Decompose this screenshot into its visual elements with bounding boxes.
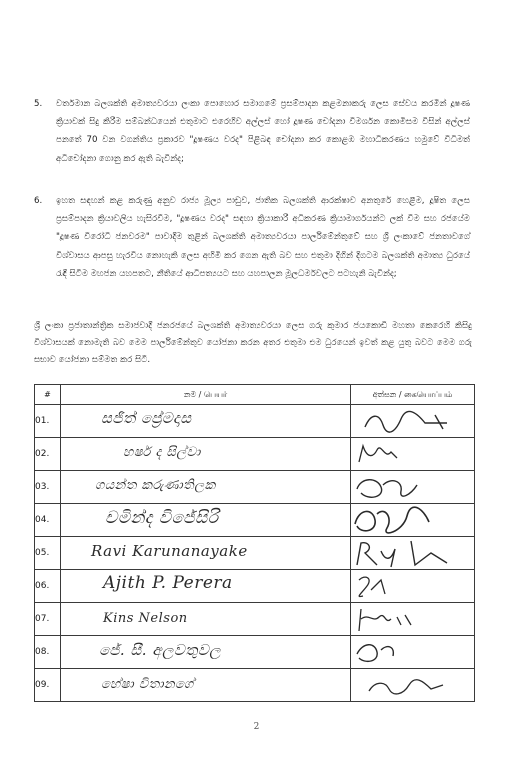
signature-cell	[351, 438, 475, 471]
clause-number: 6.	[34, 196, 43, 206]
clause-text: වර්තමාන බලශක්ති අමාත්‍යවරයා ලංකා පොහොර සමාගමේ ප්‍රසම්පාදන කළමනාකරු ලෙස සේවය කරමින් දූෂණ ක්‍රියාවක් සිදු කිරීම සම්බන්ධයෙන් එතුමාට එරෙහිව අල්ලස් හෝ දූෂණ චෝදනා විමර්ශන කොමිසම විසින් අල්ලස් පනතේ 70 වන වගන්තිය ප්‍රකාරව "දූෂණය වරද" පිළිබඳ චෝදනා කර කොළඹ මහාධිකරණය හමුවේ විධිමත් අධිචෝදනා ගොනු කර ඇති බැවින්ද;	[56, 99, 470, 164]
signature-scribble	[351, 504, 475, 536]
signature-scribble	[351, 438, 475, 470]
header-number: #	[35, 385, 61, 405]
handwritten-name: Ajith P. Perera	[103, 573, 233, 593]
handwritten-name: හේෂා විතානගේ	[101, 677, 194, 692]
signature-cell	[351, 504, 475, 537]
signature-cell	[351, 570, 475, 603]
signature-cell	[351, 603, 475, 636]
signature-cell	[351, 669, 475, 702]
clause-text: ඉහත සඳහන් කළ කරුණු අනුව රාජ්‍ය මූල්‍ය පාඩුව, ජාතික බලශක්ති ආරක්ෂාව අනතුරේ හෙළීම, දූෂිත ලෙස ප්‍රසම්පාදන ක්‍රියාවලිය හැසිරවීම, "දූෂණය වරද" සඳහා ක්‍රියාකාරී අධිකරණ ක්‍රියාමාර්ගයන්ට ලක් වීම සහ රජයේම "දූෂණ විරෝධී ජනවරම" පාවාදීම තුළින් බලශක්ති අමාත්‍යවරයා පාර්ලිමේන්තුවේ සහ ශ්‍රී ලංකාවේ ජනතාවගේ විශ්වාසය ආපසු හැරවිය නොහැකි ලෙස අහිමි කර ගෙන ඇති බව සහ එතුමා දිගින් දිගටම බලශක්ති අමාත්‍ය ධුරයේ රැඳී සිටීම මහජන යහපතට, නීතියේ ආධිපත්‍යයට සහ යහපාලන මූලධර්මවලට පටහැනි බැවින්ද;	[56, 196, 470, 279]
row-number: 07.	[35, 603, 61, 636]
table-row	[35, 405, 475, 438]
table-row	[35, 570, 475, 603]
page-number: 2	[253, 722, 260, 732]
table-row	[35, 537, 475, 570]
signature-scribble	[351, 669, 475, 701]
header-name: නම / பெயர்	[61, 385, 351, 405]
row-number: 04.	[35, 504, 61, 537]
table-row	[35, 669, 475, 702]
row-number: 03.	[35, 471, 61, 504]
handwritten-name: හර්ෂ ද සිල්වා	[123, 445, 201, 460]
signature-scribble	[351, 603, 475, 635]
table-row	[35, 603, 475, 636]
table-row	[35, 471, 475, 504]
handwritten-name: Ravi Karunanayake	[91, 542, 248, 560]
row-number: 01.	[35, 405, 61, 438]
signature-table	[34, 384, 475, 702]
signature-cell	[351, 636, 475, 669]
signature-cell	[351, 405, 475, 438]
table-row	[35, 504, 475, 537]
handwritten-name: Kins Nelson	[103, 611, 188, 626]
row-number: 06.	[35, 570, 61, 603]
row-number: 08.	[35, 636, 61, 669]
table-row	[35, 438, 475, 471]
row-number: 09.	[35, 669, 61, 702]
signature-cell	[351, 471, 475, 504]
clause-number: 5.	[34, 99, 43, 109]
handwritten-name: චමින්ද විජේසිරි	[105, 508, 219, 528]
signature-cell	[351, 537, 475, 570]
signature-scribble	[351, 405, 475, 437]
handwritten-name: සජිත් ප්‍රේමදාස	[101, 409, 192, 427]
signature-scribble	[351, 636, 475, 668]
table-row	[35, 636, 475, 669]
handwritten-name: ජේ. සී. අලවතුවල	[99, 641, 222, 659]
signature-table-header	[35, 385, 475, 405]
header-signature: අත්සන / கையொப்பம்	[351, 385, 475, 405]
resolution-paragraph: ශ්‍රී ලංකා ප්‍රජාතාන්ත්‍රික සමාජවාදී ජනරජයේ බලශක්ති අමාත්‍යවරයා ලෙස ගරු කුමාර ජයකොඩි මහතා කෙරෙහි කිසිදු විශ්වාසයක් නොමැති බව මෙම පාර්ලිමේන්තුව යෝජනා කරන අතර එතුමා එම ධුරයෙන් ඉවත් කළ යුතු බවට මෙම ගරු සභාව යෝජනා සම්මත කර සිටී.	[34, 321, 472, 365]
row-number: 05.	[35, 537, 61, 570]
signature-scribble	[351, 471, 475, 503]
row-number: 02.	[35, 438, 61, 471]
handwritten-name: ගයන්ත කරුණාතිලක	[95, 478, 216, 493]
signature-scribble	[351, 537, 475, 569]
signature-scribble	[351, 570, 475, 602]
